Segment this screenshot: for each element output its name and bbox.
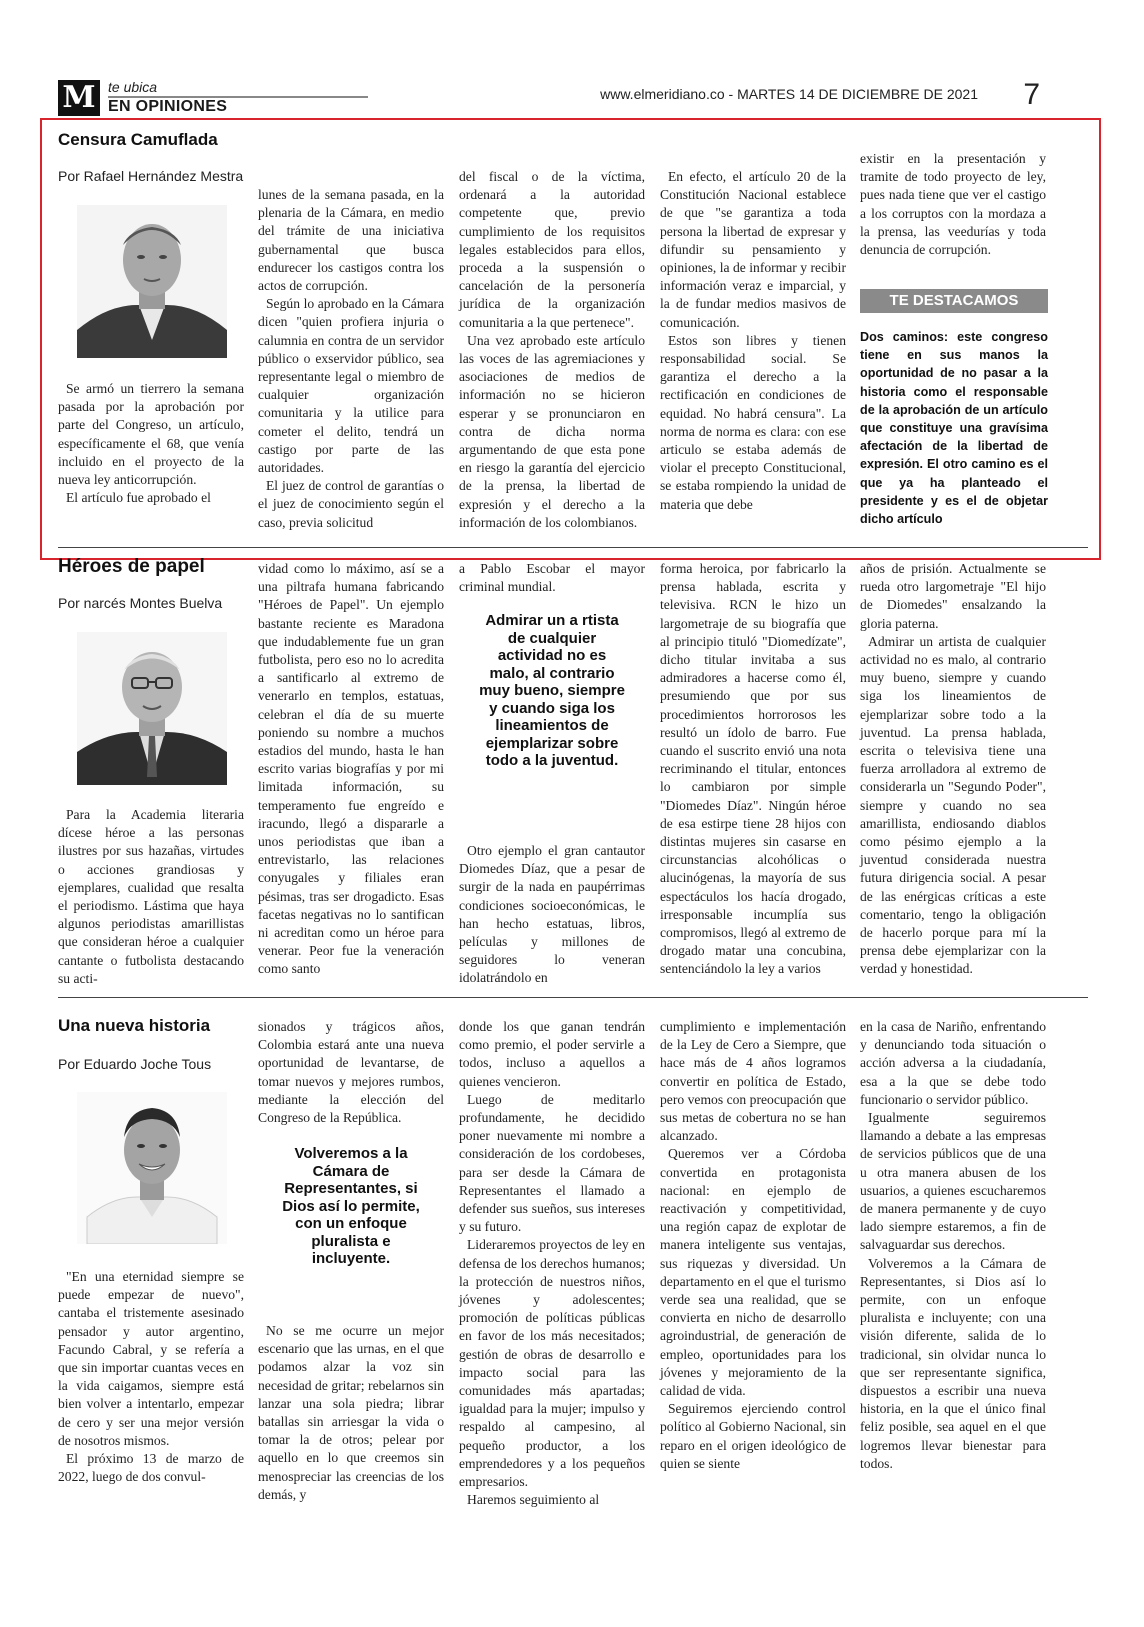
paragraph: forma heroica, por fabricarlo la prensa hablada, escrita y televisiva. RCN le hizo un largometraje de su biografía que al principio tituló "Diomedízate", dicho titular invitaba a sus admiradores a hacerse como él, presumiendo que por sus procedimientos horrorosos les resultó un ídolo de barro. Fue cuando el suscrito envió una nota recriminando el titular, entonces lo cambiaron por simple "Diomedes Díaz". Ningún héroe de esa estirpe tiene 28 hijos con distintas mujeres sin casarse en circunstancias alcohólicas o alucinógenas, la mayoría de sus espectáculos los hacía drogado, irresponsable incumplía sus compromisos, llegó al extremo de drogado matar una concubina, sentenciándolo la ley a varios <box>660 561 846 977</box>
paragraph: sionados y trágicos años, Colombia estará ante una nueva oportunidad de levantarse, de tomar nuevos y mejores rumbos, mediante la elección del Congreso de la República. <box>258 1019 444 1126</box>
article2-column-5 <box>860 560 1046 979</box>
article3-title: Una nueva historia <box>58 1016 211 1035</box>
person-portrait-icon <box>77 632 227 785</box>
paragraph: Estos son libres y tienen responsabilidad social. Se garantiza el derecho a la rectificación en condiciones de equidad. No habrá censura". La norma de norma es clara: con ese articulo se estaba además de violar el precepto Constitucional, se estaba rompiendo la unidad de materia que debe <box>660 332 846 512</box>
paragraph: vidad como lo máximo, así se a una piltrafa humana fabricando "Héroes de Papel". Un ejemplo bastante reciente es Maradona que indudablemente fue un gran futbolista, pero eso no lo acredita a santificarlo al extremo de venerarlo en templos, estatuas, celebran el día de su muerte poniendo su nombre a muchos estadios del mundo, hasta le han escrito varias biografías y por mi limitada información, su temperamento fue engreído e iracundo, llegó a dispararle a unos periodistas que iban a entrevistarlo, las relaciones conyugales y filiales eran pésimas, tras ser drogadicto. Esas facetas negativas no lo santifican ni acreditan como un héroe para venerar. Peor fue la veneración como santo <box>258 561 444 977</box>
article1-title: Censura Camuflada <box>58 130 218 149</box>
paragraph: Seguiremos ejerciendo control político al Gobierno Nacional, sin reparo en el origen ideológico de quien se siente <box>660 1401 846 1471</box>
paragraph: a Pablo Escobar el mayor criminal mundial. <box>459 561 645 595</box>
pull-quote: Admirar un a rtista de cualquier actividad no es malo, al contrario muy bueno, siempre y cuando siga los lineamientos de ejemplarizar sobre todo a la juventud. <box>479 612 625 769</box>
article1-column-5 <box>860 150 1046 259</box>
paragraph: Queremos ver a Córdoba convertida en protagonista nacional: en ejemplo de reactivación y competitividad, una región capaz de explotar de manera inteligente sus ventajas, sus riquezas y diversidad. Un departamento en el que el turismo verde sea una realidad, que se convierta en nicho de desarrollo agroindustrial, de generación de empleo, oportunidades para los jóvenes y mejoramiento de la calidad de vida. <box>660 1146 846 1399</box>
paragraph: En efecto, el artículo 20 de la Constitución Nacional establece de que "se garantiza a toda persona la libertad de expresar y difundir su pensamiento y opiniones, la de informar y recibir información veraz e imparcial, y la de fundar medios masivos de comunicación. <box>660 169 846 330</box>
article-divider <box>58 547 1088 548</box>
person-portrait-icon <box>77 205 227 358</box>
article3-column-5 <box>860 1018 1046 1473</box>
paragraph: Otro ejemplo el gran cantautor Diomedes Díaz, que a pesar de surgir de la nada en paupérrimas condiciones socioeconómicas, le han hecho estatuas, libros, películas y millones de seguidores lo veneran idolatrándolo en <box>459 843 645 986</box>
article2-column-3-continued <box>459 842 645 988</box>
article1-column-1 <box>58 380 244 507</box>
article2-column-2 <box>258 560 444 979</box>
article3-column-1 <box>58 1268 244 1486</box>
highlight-box-text: Dos caminos: este congreso tiene en sus manos la oportunidad de no pasar a la historia como el responsable de la aprobación de un artículo que constituye una gravísima afectación de la libertad de expresión. El otro camino es el que ya ha planteado el presidente y es el de objetar dicho artículo <box>860 330 1048 527</box>
dateline: www.elmeridiano.co - MARTES 14 DE DICIEMBRE DE 2021 <box>600 86 978 102</box>
paragraph: Lideraremos proyectos de ley en defensa de los derechos humanos; la protección de nuestros niños, jóvenes y adolescentes; promoción de políticas públicas en favor de los más necesitados; gestión de obras de desarrollo e impacto social para las comunidades más apartadas; igualdad para la mujer; impulso y respaldo al campesino, al pequeño productor, a los emprendedores y a los pequeños empresarios. <box>459 1237 645 1490</box>
paragraph: No se me ocurre un mejor escenario que las urnas, en el que podamos alzar la voz sin necesidad de gritar; rebelarnos sin lanzar una sola piedra; librar batallas sin arriesgar la vida o tomar la de otros; pelear por aquello en lo que creemos sin menospreciar las creencias de los demás, y <box>258 1323 444 1502</box>
article2-column-3 <box>459 560 645 596</box>
paragraph: años de prisión. Actualmente se rueda otro largometraje "El hijo de Diomedes" ensalzando la gloria paterna. <box>860 561 1046 631</box>
section-title: EN OPINIONES <box>108 98 228 115</box>
paragraph: El juez de control de garantías o el juez de conocimiento según el caso, previa solicitud <box>258 478 444 530</box>
highlight-box-label: TE DESTACAMOS <box>860 289 1048 313</box>
article3-byline: Por Eduardo Joche Tous <box>58 1056 212 1072</box>
article3-column-4 <box>660 1018 846 1473</box>
author-photo-rafael <box>77 205 227 358</box>
article2-byline: Por narcés Montes Buelva <box>58 595 223 611</box>
paragraph: del fiscal o de la víctima, ordenará a la autoridad competente que, previo cumplimiento de los requisitos legales establecidos para ellos, proceda a la suspensión o cancelación de la personería jurídica de la organización comunitaria a la que pertenece". <box>459 169 645 330</box>
header-tagline: te ubica <box>108 79 158 95</box>
paragraph: Para la Academia literaria dícese héroe a las personas ilustres por sus hazañas, virtudes o acciones grandiosas y ejemplares, cualidad que resalta el periodismo. Lástima que haya algunos periodistas amarillistas que consideran héroe a cualquier cantante o futbolista destacando su acti- <box>58 807 244 986</box>
page-header <box>58 78 1088 118</box>
pull-quote: Volveremos a la Cámara de Representantes, si Dios así lo permite, con un enfoque pluralista e incluyente. <box>282 1145 420 1267</box>
paragraph: Admirar un artista de cualquier actividad no es malo, al contrario muy bueno, siempre y cuando siga los lineamientos de ejemplarizar sobre todo a la juventud. La prensa hablada, escrita o televisiva tiene una fuerza arrolladora al extremo de considerarla un "Segundo Poder", siempre y cuando no sea amarillista, endiosando diablos como pésimo ejemplo a la juventud considerada nuestra futura dirigencia social. A pesar de las enérgicas críticas a este comentario, tengo la obligación de hacerlo porque para mí la prensa debe ejemplarizar con la verdad y honestidad. <box>860 633 1046 977</box>
paragraph: donde los que ganan tendrán como premio, el poder servirle a todos, incluso a aquellos a quienes vencieron. <box>459 1019 645 1089</box>
author-photo-narces <box>77 632 227 785</box>
article-divider <box>58 997 1088 998</box>
paragraph: "En una eternidad siempre se puede empezar de nuevo", cantaba el tristemente asesinado pensador y autor argentino, Facundo Cabral, y se refería a que sin importar cuantas veces en la vida caigamos, siempre está bien volver a intentarlo, empezar de cero y ser una mejor versión de nosotros mismos. <box>58 1269 244 1448</box>
person-portrait-icon <box>77 1092 227 1244</box>
paragraph: Se armó un tierrero la semana pasada por la aprobación por parte del Congreso, un artículo, específicamente el 68, que venía incluido en el proyecto de la nueva ley anticorrupción. <box>58 381 244 488</box>
article1-byline: Por Rafael Hernández Mestra <box>58 168 244 184</box>
paragraph: Una vez aprobado este artículo las voces de las agremiaciones y asociaciones de medios de información no se hicieron esperar y se pronunciaron en contra de dicha norma argumentando de que esta pone en riesgo la garantía del ejercicio de la prensa, la libertad de expresión y el derecho a la información de los colombianos. <box>459 332 645 530</box>
article2-column-1 <box>58 806 244 988</box>
article1-column-3 <box>459 168 645 532</box>
paragraph: existir en la presentación y tramite de todo proyecto de ley, pues nada tiene que ver el castigo a los corruptos con la mordaza a la prensa, las veedurías y toda denuncia de corrupción. <box>860 151 1046 258</box>
article2-column-4 <box>660 560 846 979</box>
article1-column-4 <box>660 168 846 514</box>
author-photo-eduardo <box>77 1092 227 1244</box>
paragraph: Igualmente seguiremos llamando a debate a las empresas de servicios públicos que de una u otra manera abusen de los usuarios, a quienes escucharemos de manera permanente y de cuyo lado siempre estaremos, a fin de salvaguardar sus derechos. <box>860 1110 1046 1253</box>
paragraph: El artículo fue aprobado el <box>66 490 211 506</box>
paragraph: Haremos seguimiento al <box>467 1492 600 1508</box>
paragraph: El próximo 13 de marzo de 2022, luego de dos convul- <box>58 1451 244 1485</box>
newspaper-logo: M <box>58 80 100 116</box>
paragraph: Luego de meditarlo profundamente, he decidido poner nuevamente mi nombre a consideración de los cordobeses, para ser desde la Cámara de Representantes el llamado a defender sus sueños, sus intereses y su futuro. <box>459 1091 645 1235</box>
paragraph: lunes de la semana pasada, en la plenaria de la Cámara, en medio del trámite de una iniciativa gubernamental que busca endurecer los castigos contra los actos de corrupción. <box>258 187 444 294</box>
article1-column-2 <box>258 186 444 532</box>
article3-column-2-continued <box>258 1322 444 1504</box>
paragraph: Volveremos a la Cámara de Representantes, si Dios así lo permite, con un enfoque pluralista e incluyente; con una visión diferente, salida de lo tradicional, sin olvidar nunca lo que ser representante significa, dispuestos a escribir una nueva historia, en la que el único final feliz posible, sea aquel en el que logremos llevar bienestar para todos. <box>860 1255 1046 1471</box>
article2-title: Héroes de papel <box>58 556 205 577</box>
paragraph: en la casa de Nariño, enfrentando y denunciando toda situación o acción adversa a la ciudadanía, esa a la que se debe todo funcionario o servidor público. <box>860 1019 1046 1107</box>
paragraph: cumplimiento e implementación de la Ley de Cero a Siempre, que hace más de 4 años logramos convertir en política de Estado, pero vemos con preocupación que sus metas de cobertura no se han alcanzado. <box>660 1019 846 1144</box>
page-number: 7 <box>1023 78 1040 111</box>
article3-column-2 <box>258 1018 444 1127</box>
article3-column-3 <box>459 1018 645 1509</box>
paragraph: Según lo aprobado en la Cámara dicen "quien profiera injuria o calumnia en contra de un servidor público o exservidor público, sea representante legal o miembro de cualquier organización comunitaria y la utilice para cometer el delito, tendrá un castigo por parte de las autoridades. <box>258 296 444 476</box>
